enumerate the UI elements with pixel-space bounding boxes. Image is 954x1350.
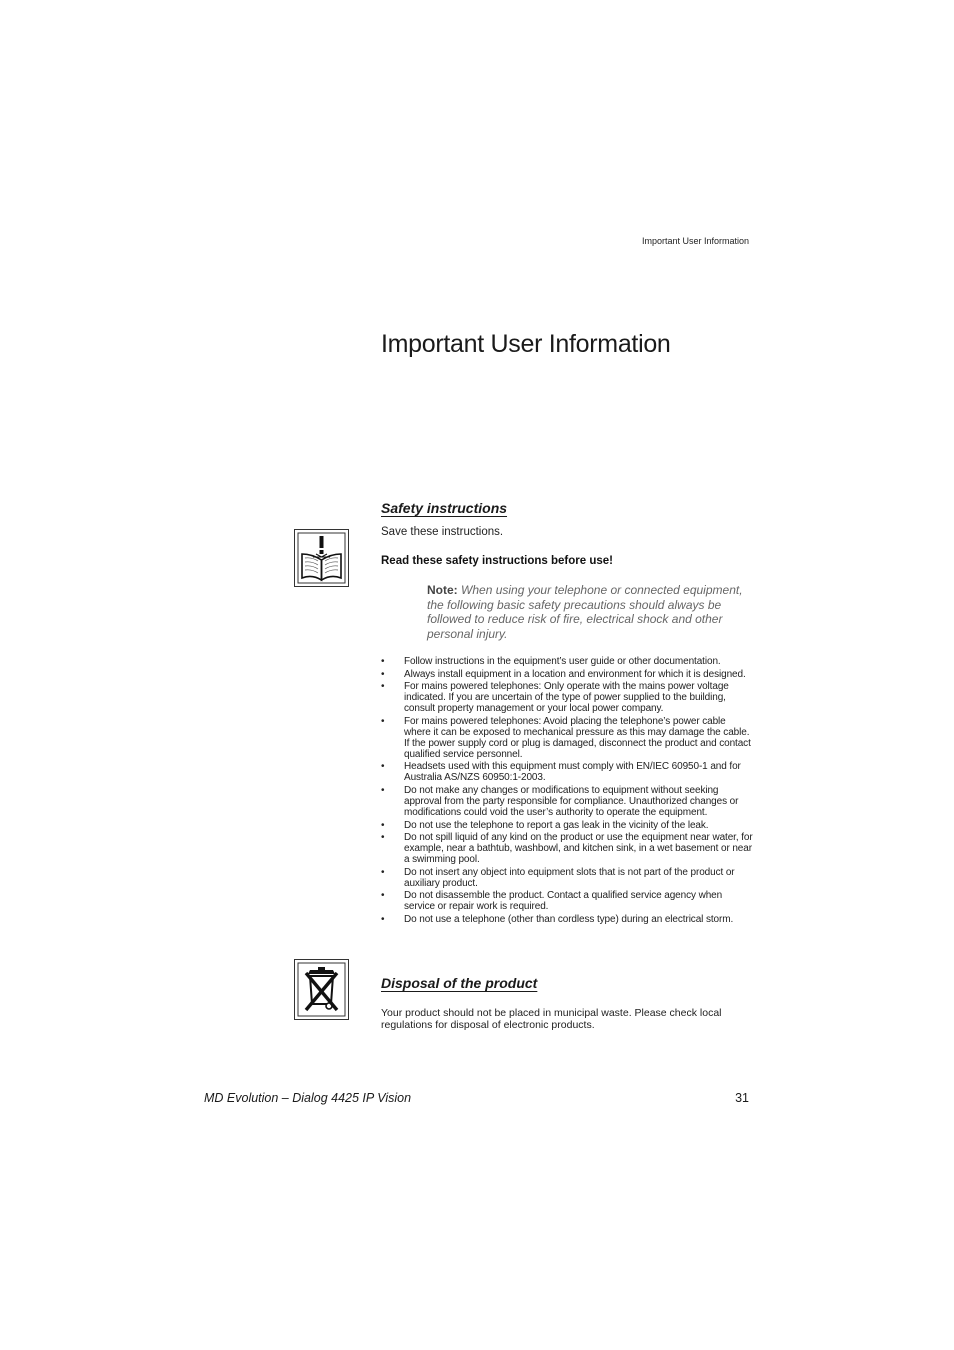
bullet-marker: •	[381, 913, 385, 925]
bullet-marker: •	[381, 715, 385, 727]
bullet-text: For mains powered telephones: Avoid placing the telephone’s power cable where it can be exposed to mechanical pressure as this may damage the cable. If the power supply cord or plug is damaged, disconnect the product and contact qualified service personnel.	[404, 715, 751, 760]
safety-bullet-list	[381, 656, 753, 927]
safety-note	[427, 583, 752, 641]
bullet-marker: •	[381, 890, 385, 902]
save-instructions-text: Save these instructions.	[381, 526, 504, 538]
note-body: When using your telephone or connected equipment, the following basic safety precautions should always be followed to reduce risk of fire, electrical shock and other personal injury.	[427, 583, 743, 641]
safety-bullet-item	[381, 785, 753, 818]
disposal-text: Your product should not be placed in municipal waste. Please check local regulations for disposal of electronic products.	[381, 1007, 722, 1031]
page-title: Important User Information	[381, 330, 671, 358]
read-manual-warning-icon	[294, 529, 349, 587]
footer-document-title: MD Evolution – Dialog 4425 IP Vision	[204, 1091, 412, 1105]
crossed-out-wheelie-bin-icon	[294, 959, 349, 1020]
disposal-heading: Disposal of the product	[381, 975, 538, 991]
safety-bullet-item	[381, 890, 753, 912]
bullet-text: Do not spill liquid of any kind on the product or use the equipment near water, for example, near a bathtub, washbowl, and kitchen sink, in a wet basement or near a swimming pool.	[404, 832, 753, 866]
crossed-out-wheelie-bin-svg	[295, 960, 348, 1019]
bullet-marker: •	[381, 819, 385, 831]
bullet-text: Headsets used with this equipment must comply with EN/IEC 60950-1 and for Australia AS/NZS 60950:1-2003.	[404, 761, 741, 784]
safety-bullet-item	[381, 681, 753, 714]
safety-bullet-item	[381, 867, 753, 889]
bullet-text: Do not insert any object into equipment slots that is not part of the product or auxiliary product.	[404, 866, 735, 889]
bullet-marker: •	[381, 832, 385, 844]
note-label: Note:	[427, 583, 458, 597]
safety-bullet-item	[381, 820, 753, 831]
bullet-text: Do not use the telephone to report a gas leak in the vicinity of the leak.	[404, 819, 709, 831]
safety-bullet-item	[381, 656, 753, 667]
bullet-marker: •	[381, 866, 385, 878]
bullet-text: Do not use a telephone (other than cordless type) during an electrical storm.	[404, 913, 734, 925]
bullet-marker: •	[381, 784, 385, 796]
bullet-marker: •	[381, 668, 385, 680]
footer-page-number: 31	[735, 1091, 749, 1105]
bullet-text: Always install equipment in a location and environment for which it is designed.	[404, 668, 746, 680]
safety-bullet-item	[381, 832, 753, 865]
bullet-text: For mains powered telephones: Only operate with the mains power voltage indicated. If you are uncertain of the type of power supplied to the building, consult property management or your local power company.	[404, 681, 729, 715]
bullet-marker: •	[381, 681, 385, 693]
bullet-text: Do not disassemble the product. Contact a qualified service agency when service or repair work is required.	[404, 890, 723, 913]
running-header: Important User Information	[641, 236, 749, 246]
safety-bullet-item	[381, 914, 753, 925]
bullet-text: Follow instructions in the equipment’s user guide or other documentation.	[404, 656, 721, 667]
bullet-marker: •	[381, 761, 385, 773]
safety-bullet-item	[381, 716, 753, 760]
bullet-marker: •	[381, 656, 385, 667]
safety-bullet-item	[381, 669, 753, 680]
safety-bullet-item	[381, 761, 753, 783]
read-manual-warning-svg	[295, 530, 348, 586]
read-before-use-warning: Read these safety instructions before use!	[381, 555, 613, 567]
bullet-text: Do not make any changes or modifications to equipment without seeking approval from the party responsible for compliance. Unauthorized changes or modifications could void the user’s authority to operate the equipment.	[404, 784, 739, 818]
safety-instructions-heading: Safety instructions	[381, 500, 508, 516]
